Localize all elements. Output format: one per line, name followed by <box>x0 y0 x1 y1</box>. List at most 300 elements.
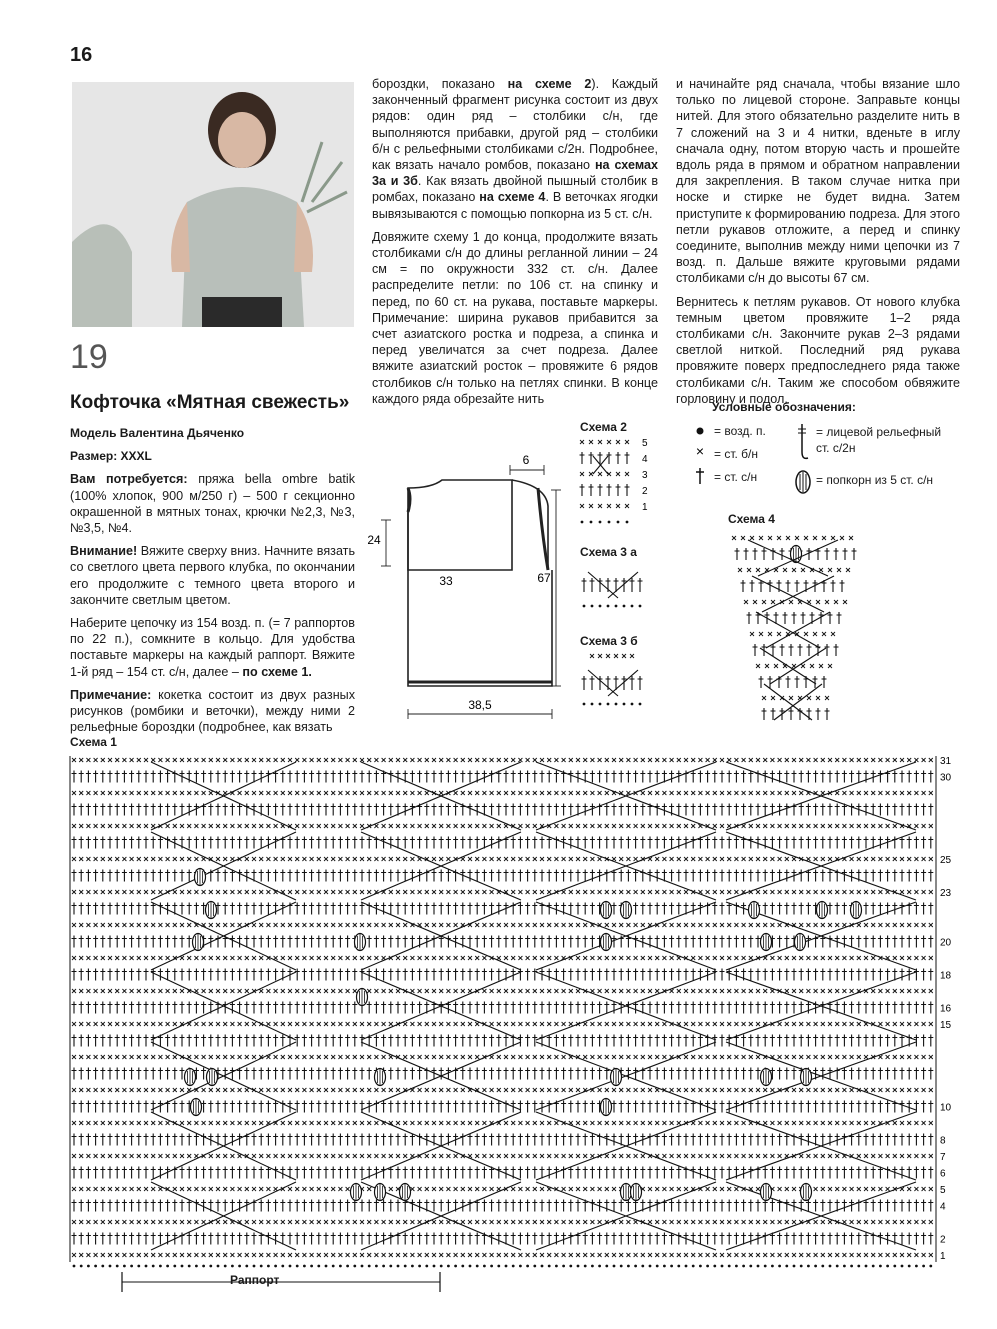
dc-symbol <box>410 870 415 882</box>
dc-symbol <box>100 936 105 948</box>
dc-symbol <box>831 580 836 592</box>
row-number: 5 <box>940 1185 946 1196</box>
sc-symbol <box>389 824 393 828</box>
dc-symbol <box>403 870 408 882</box>
dc-symbol <box>547 1200 552 1212</box>
chain-symbol <box>440 1265 443 1268</box>
sc-symbol <box>922 1022 926 1026</box>
sc-symbol <box>713 824 717 828</box>
sc-symbol <box>684 1055 688 1059</box>
dc-symbol <box>828 1035 833 1047</box>
sc-symbol <box>828 956 832 960</box>
sc-symbol <box>749 956 753 960</box>
chain-symbol <box>483 1265 486 1268</box>
sc-symbol <box>750 536 754 540</box>
sc-symbol <box>252 1187 256 1191</box>
sc-symbol <box>583 1187 587 1191</box>
sc-symbol <box>410 824 414 828</box>
sc-symbol <box>878 989 882 993</box>
dc-symbol <box>93 1002 98 1014</box>
dc-symbol <box>655 1233 660 1245</box>
dc-symbol <box>921 1002 926 1014</box>
dc-symbol <box>748 1233 753 1245</box>
sc-symbol <box>706 1220 710 1224</box>
sc-symbol <box>684 791 688 795</box>
dc-symbol <box>849 1068 854 1080</box>
sc-symbol <box>490 1253 494 1257</box>
sc-symbol <box>828 1187 832 1191</box>
dc-symbol <box>799 1002 804 1014</box>
sc-symbol <box>468 791 472 795</box>
dc-symbol <box>86 837 91 849</box>
sc-symbol <box>230 989 234 993</box>
dc-symbol <box>446 1200 451 1212</box>
sc-symbol <box>72 1154 76 1158</box>
sc-symbol <box>108 1088 112 1092</box>
sc-symbol <box>245 1121 249 1125</box>
sc-symbol <box>187 857 191 861</box>
sc-symbol <box>295 989 299 993</box>
sc-symbol <box>806 758 810 762</box>
dc-symbol <box>302 936 307 948</box>
sc-symbol <box>569 923 573 927</box>
sc-symbol <box>180 989 184 993</box>
dc-symbol <box>144 804 149 816</box>
dc-symbol <box>374 1002 379 1014</box>
dc-symbol <box>878 1002 883 1014</box>
dc-symbol <box>432 1200 437 1212</box>
sc-symbol <box>828 1022 832 1026</box>
dc-symbol <box>828 837 833 849</box>
dc-symbol <box>921 771 926 783</box>
dc-symbol <box>720 771 725 783</box>
dc-symbol <box>352 1101 357 1113</box>
dc-symbol <box>669 1134 674 1146</box>
sc-symbol <box>324 857 328 861</box>
row-number: 3 <box>642 470 648 481</box>
dc-symbol <box>590 771 595 783</box>
dc-symbol <box>100 1167 105 1179</box>
sc-symbol <box>670 1088 674 1092</box>
sc-symbol <box>367 1022 371 1026</box>
dc-symbol <box>640 1035 645 1047</box>
dc-symbol <box>352 837 357 849</box>
dc-symbol <box>201 1233 206 1245</box>
dc-symbol <box>907 1200 912 1212</box>
dc-symbol <box>129 804 134 816</box>
sc-symbol <box>382 857 386 861</box>
sc-symbol <box>598 1088 602 1092</box>
dc-symbol <box>871 1068 876 1080</box>
sc-symbol <box>230 758 234 762</box>
sc-symbol <box>461 1088 465 1092</box>
model-photo <box>72 82 354 327</box>
sc-symbol <box>173 1055 177 1059</box>
sc-symbol <box>115 824 119 828</box>
dc-symbol <box>878 837 883 849</box>
dc-symbol <box>100 1134 105 1146</box>
dc-symbol <box>504 771 509 783</box>
dc-symbol <box>223 1101 228 1113</box>
sc-symbol <box>583 890 587 894</box>
dc-symbol <box>720 1035 725 1047</box>
chain-symbol <box>879 1265 882 1268</box>
sc-symbol <box>799 1055 803 1059</box>
dc-symbol <box>734 1233 739 1245</box>
dc-symbol <box>640 837 645 849</box>
dc-symbol <box>288 771 293 783</box>
sc-symbol <box>374 1154 378 1158</box>
dc-symbol <box>144 1101 149 1113</box>
sc-symbol <box>137 923 141 927</box>
dc-symbol <box>799 1035 804 1047</box>
row-number: 10 <box>940 1102 952 1114</box>
sc-symbol <box>554 1121 558 1125</box>
sc-symbol <box>101 1022 105 1026</box>
sc-symbol <box>770 1253 774 1257</box>
sc-symbol <box>511 956 515 960</box>
sc-symbol <box>914 1187 918 1191</box>
dc-symbol <box>489 1035 494 1047</box>
dc-symbol <box>540 837 545 849</box>
chain-symbol <box>73 1265 76 1268</box>
sc-symbol <box>612 923 616 927</box>
sc-symbol <box>209 824 213 828</box>
sc-symbol <box>914 890 918 894</box>
dc-symbol <box>518 1167 523 1179</box>
sc-symbol <box>475 857 479 861</box>
sc-symbol <box>130 857 134 861</box>
dc-symbol <box>237 771 242 783</box>
dc-symbol <box>892 1200 897 1212</box>
dc-symbol <box>561 1035 566 1047</box>
dc-symbol <box>468 1233 473 1245</box>
dc-symbol <box>388 804 393 816</box>
sc-symbol <box>698 956 702 960</box>
sc-symbol <box>245 1253 249 1257</box>
sc-symbol <box>504 1220 508 1224</box>
dc-symbol <box>907 1134 912 1146</box>
dc-symbol <box>129 771 134 783</box>
sc-symbol <box>216 1121 220 1125</box>
dc-symbol <box>396 1101 401 1113</box>
dc-symbol <box>345 1200 350 1212</box>
dc-symbol <box>381 1233 386 1245</box>
sc-symbol <box>396 989 400 993</box>
dc-symbol <box>756 1068 761 1080</box>
scheme4-title: Схема 4 <box>728 512 775 526</box>
dc-symbol <box>100 771 105 783</box>
sc-symbol <box>907 1022 911 1026</box>
sc-symbol <box>346 1121 350 1125</box>
dc-symbol <box>273 870 278 882</box>
sc-symbol <box>929 1220 933 1224</box>
popcorn-symbol <box>185 1069 196 1086</box>
sc-symbol <box>439 1220 443 1224</box>
sc-symbol <box>814 1154 818 1158</box>
dc-symbol <box>475 1002 480 1014</box>
chain-symbol <box>599 703 602 706</box>
dc-symbol <box>180 1134 185 1146</box>
sc-symbol <box>806 1055 810 1059</box>
sc-symbol <box>216 1220 220 1224</box>
sc-symbol <box>151 1187 155 1191</box>
sc-symbol <box>115 1022 119 1026</box>
dc-symbol <box>216 1167 221 1179</box>
dc-symbol <box>180 936 185 948</box>
sc-symbol <box>677 923 681 927</box>
sc-symbol <box>166 956 170 960</box>
dc-symbol <box>324 870 329 882</box>
sc-symbol <box>580 504 584 508</box>
sc-symbol <box>137 1121 141 1125</box>
sc-symbol <box>259 890 263 894</box>
dc-symbol <box>324 903 329 915</box>
sc-symbol <box>202 890 206 894</box>
sc-symbol <box>94 791 98 795</box>
dc-symbol <box>691 870 696 882</box>
dc-symbol <box>324 1200 329 1212</box>
dc-symbol <box>691 804 696 816</box>
sc-symbol <box>612 1055 616 1059</box>
sc-symbol <box>706 1121 710 1125</box>
dc-symbol <box>748 1167 753 1179</box>
dc-symbol <box>734 936 739 948</box>
sc-symbol <box>864 857 868 861</box>
sc-symbol <box>662 824 666 828</box>
dc-symbol <box>835 1035 840 1047</box>
dc-symbol <box>100 804 105 816</box>
dc-symbol <box>475 969 480 981</box>
sc-symbol <box>598 440 602 444</box>
sc-symbol <box>900 956 904 960</box>
dc-symbol <box>540 936 545 948</box>
dc-symbol <box>607 484 612 496</box>
sc-symbol <box>842 1187 846 1191</box>
chain-symbol <box>599 605 602 608</box>
sc-symbol <box>893 824 897 828</box>
sc-symbol <box>864 824 868 828</box>
sc-symbol <box>518 1220 522 1224</box>
dc-symbol <box>921 1068 926 1080</box>
dc-symbol <box>345 771 350 783</box>
sc-symbol <box>533 1121 537 1125</box>
dc-symbol <box>302 1200 307 1212</box>
sc-symbol <box>922 824 926 828</box>
dc-symbol <box>626 1200 631 1212</box>
chain-symbol <box>699 1265 702 1268</box>
sc-symbol <box>738 568 742 572</box>
dc-symbol <box>612 1035 617 1047</box>
sc-symbol <box>281 1055 285 1059</box>
popcorn-symbol <box>631 1184 642 1201</box>
chain-symbol <box>238 1265 241 1268</box>
sc-symbol <box>727 758 731 762</box>
sc-symbol <box>907 989 911 993</box>
sc-symbol <box>115 1187 119 1191</box>
sc-symbol <box>713 1055 717 1059</box>
sc-symbol <box>619 890 623 894</box>
sc-symbol <box>828 758 832 762</box>
dc-symbol <box>820 1035 825 1047</box>
sc-symbol <box>893 989 897 993</box>
sc-symbol <box>288 1187 292 1191</box>
sc-symbol <box>317 857 321 861</box>
dc-symbol <box>849 1002 854 1014</box>
sc-symbol <box>86 857 90 861</box>
sc-symbol <box>526 1121 530 1125</box>
sc-symbol <box>857 956 861 960</box>
chain-symbol <box>209 1265 212 1268</box>
dc-symbol <box>432 1035 437 1047</box>
sc-symbol <box>353 956 357 960</box>
dc-symbol <box>856 771 861 783</box>
sc-symbol <box>187 791 191 795</box>
dc-symbol <box>532 936 537 948</box>
chain-symbol <box>454 1265 457 1268</box>
dc-symbol <box>352 1068 357 1080</box>
dc-symbol <box>475 804 480 816</box>
dc-symbol <box>489 870 494 882</box>
sc-symbol <box>857 923 861 927</box>
dc-symbol <box>878 936 883 948</box>
dc-symbol <box>756 804 761 816</box>
sc-symbol <box>353 1121 357 1125</box>
dc-symbol <box>532 1035 537 1047</box>
sc-symbol <box>893 857 897 861</box>
chain-symbol <box>631 703 634 706</box>
sc-symbol <box>137 857 141 861</box>
sc-symbol <box>792 857 796 861</box>
sc-symbol <box>750 632 754 636</box>
dc-symbol <box>453 771 458 783</box>
sc-symbol <box>418 989 422 993</box>
sc-symbol <box>562 824 566 828</box>
sc-symbol <box>799 1022 803 1026</box>
sc-symbol <box>842 1055 846 1059</box>
dc-symbol <box>266 1035 271 1047</box>
dc-symbol <box>432 870 437 882</box>
sc-symbol <box>598 504 602 508</box>
dc-symbol <box>439 1233 444 1245</box>
text-span: бороздки, показано <box>372 77 508 91</box>
dc-symbol <box>734 1200 739 1212</box>
sc-symbol <box>310 1088 314 1092</box>
sc-symbol <box>475 890 479 894</box>
sc-symbol <box>396 956 400 960</box>
sc-symbol <box>792 568 796 572</box>
dc-symbol <box>856 1134 861 1146</box>
dc-symbol <box>720 903 725 915</box>
sc-symbol <box>418 791 422 795</box>
sc-symbol <box>108 1220 112 1224</box>
chain-symbol <box>317 1265 320 1268</box>
sc-symbol <box>720 758 724 762</box>
sc-symbol <box>468 857 472 861</box>
sc-symbol <box>576 1088 580 1092</box>
sc-symbol <box>857 1022 861 1026</box>
dc-symbol <box>640 771 645 783</box>
dc-symbol <box>309 804 314 816</box>
note-text: кокетка состоит из двух разных рисунков (ромбики и веточки), между ними 2 рельефные бороздки (подробнее, как вязать <box>70 687 355 735</box>
dc-symbol <box>424 837 429 849</box>
sc-symbol <box>187 1055 191 1059</box>
dc-symbol <box>280 1200 285 1212</box>
dc-symbol <box>482 1002 487 1014</box>
popcorn-symbol <box>801 1184 812 1201</box>
dc-symbol <box>302 771 307 783</box>
sc-symbol <box>403 857 407 861</box>
dc-symbol <box>561 1167 566 1179</box>
sc-symbol <box>777 632 781 636</box>
sc-symbol <box>403 824 407 828</box>
dc-symbol <box>331 1200 336 1212</box>
dc-symbol <box>180 1200 185 1212</box>
dc-symbol <box>172 1200 177 1212</box>
dc-symbol <box>756 1101 761 1113</box>
sc-symbol <box>857 1154 861 1158</box>
sc-symbol <box>893 923 897 927</box>
dc-symbol <box>885 1002 890 1014</box>
dc-symbol <box>158 837 163 849</box>
dc-symbol <box>367 804 372 816</box>
dc-symbol <box>280 1002 285 1014</box>
dc-symbol <box>583 1101 588 1113</box>
dc-symbol <box>446 1233 451 1245</box>
popcorn-symbol <box>621 1184 632 1201</box>
sc-symbol <box>382 1088 386 1092</box>
dc-symbol <box>835 1167 840 1179</box>
dc-symbol <box>525 1068 530 1080</box>
sc-symbol <box>590 1022 594 1026</box>
dc-symbol <box>230 1101 235 1113</box>
sc-symbol <box>828 923 832 927</box>
dc-symbol <box>626 1233 631 1245</box>
sc-symbol <box>641 956 645 960</box>
cast-on-text: Наберите цепочку из 154 возд. п. (= 7 раппортов по 22 п.), сомкните в кольцо. Для удобства поставьте маркеры на каждый раппорт. Вяжите 1-й ряд – 154 ст. с/н, далее – <box>70 616 355 679</box>
sc-symbol <box>713 1253 717 1257</box>
dc-symbol <box>590 1101 595 1113</box>
sc-symbol <box>274 1088 278 1092</box>
dc-symbol <box>115 1233 120 1245</box>
dc-symbol <box>388 837 393 849</box>
chain-symbol <box>577 1265 580 1268</box>
sc-symbol <box>432 1088 436 1092</box>
dc-symbol <box>518 936 523 948</box>
sc-symbol <box>425 1187 429 1191</box>
popcorn-symbol <box>375 1184 386 1201</box>
dc-symbol <box>338 936 343 948</box>
sc-symbol <box>346 1088 350 1092</box>
dc-symbol <box>727 1134 732 1146</box>
sc-symbol <box>475 758 479 762</box>
dc-symbol <box>589 484 594 496</box>
sc-symbol <box>367 890 371 894</box>
dc-symbol <box>900 1233 905 1245</box>
section-number: 19 <box>70 338 108 376</box>
dc-symbol <box>403 969 408 981</box>
dc-symbol <box>360 771 365 783</box>
sc-symbol <box>742 989 746 993</box>
dc-symbol <box>576 903 581 915</box>
dc-symbol <box>662 1134 667 1146</box>
dc-symbol <box>237 969 242 981</box>
sc-symbol <box>101 1253 105 1257</box>
sc-symbol <box>684 824 688 828</box>
sc-symbol <box>619 956 623 960</box>
sc-symbol <box>158 890 162 894</box>
dc-symbol <box>93 936 98 948</box>
